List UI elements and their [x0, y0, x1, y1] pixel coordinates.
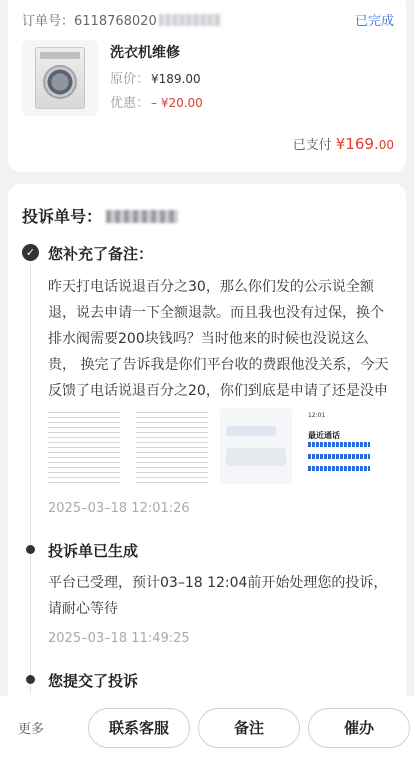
attachment-image[interactable]: [136, 408, 208, 484]
event-time: 2025–03–18 11:49:25: [48, 631, 190, 646]
attachment-image[interactable]: [304, 408, 380, 484]
attachment-images: [48, 408, 393, 484]
event-body: 平台已受理，预计03–18 12:04前开始处理您的投诉，请耐心等待: [48, 575, 388, 617]
timeline-line: [30, 254, 31, 694]
event-body: 昨天打电话说退百分之30，那么你们发的公示说全额退，说去申请一下全额退款。而且我也没有过保，换个排水阀需要200块钱吗？当时他来的时候也没说这么贵， 换完了告诉我是你们平台收的费跟他没关系，今天反馈了电话说退百分之20，你们到底是申请了还是没申: [48, 279, 389, 399]
original-price: 原价： ¥189.00: [110, 72, 201, 87]
complaint-number-redacted: [106, 210, 178, 223]
timeline-dot-icon: [26, 675, 35, 684]
product-title[interactable]: 洗衣机维修: [110, 45, 180, 61]
timeline-dot-icon: [26, 545, 35, 554]
order-number-redacted: [159, 14, 221, 26]
image-calls-header: 最近通话: [308, 431, 340, 440]
event-title: 您补充了备注：: [48, 245, 154, 263]
washing-machine-icon: [35, 47, 85, 109]
order-number: 订单号：6118768020: [22, 10, 221, 29]
contact-service-button[interactable]: 联系客服: [88, 708, 190, 748]
image-status-time: 12:01: [308, 412, 326, 419]
order-status: 已完成: [354, 14, 394, 29]
product-image[interactable]: [22, 40, 98, 116]
order-card: [8, 0, 406, 172]
paid-amount: 已支付 ¥169.00: [292, 135, 394, 153]
more-button[interactable]: 更多: [18, 722, 45, 737]
event-title: 投诉单已生成: [48, 542, 139, 560]
event-time: 2025–03–18 12:01:26: [48, 501, 190, 516]
urge-button[interactable]: 催办: [308, 708, 410, 748]
discount: 优惠： – ¥20.00: [110, 96, 203, 111]
attachment-image[interactable]: [48, 408, 120, 484]
note-button[interactable]: 备注: [198, 708, 300, 748]
complaint-card: [8, 184, 406, 758]
attachment-image[interactable]: [220, 408, 292, 484]
complaint-number: 投诉单号：: [22, 204, 178, 227]
bottom-action-bar: [0, 696, 414, 758]
event-title: 您提交了投诉: [48, 672, 139, 690]
check-icon: ✓: [22, 244, 39, 261]
